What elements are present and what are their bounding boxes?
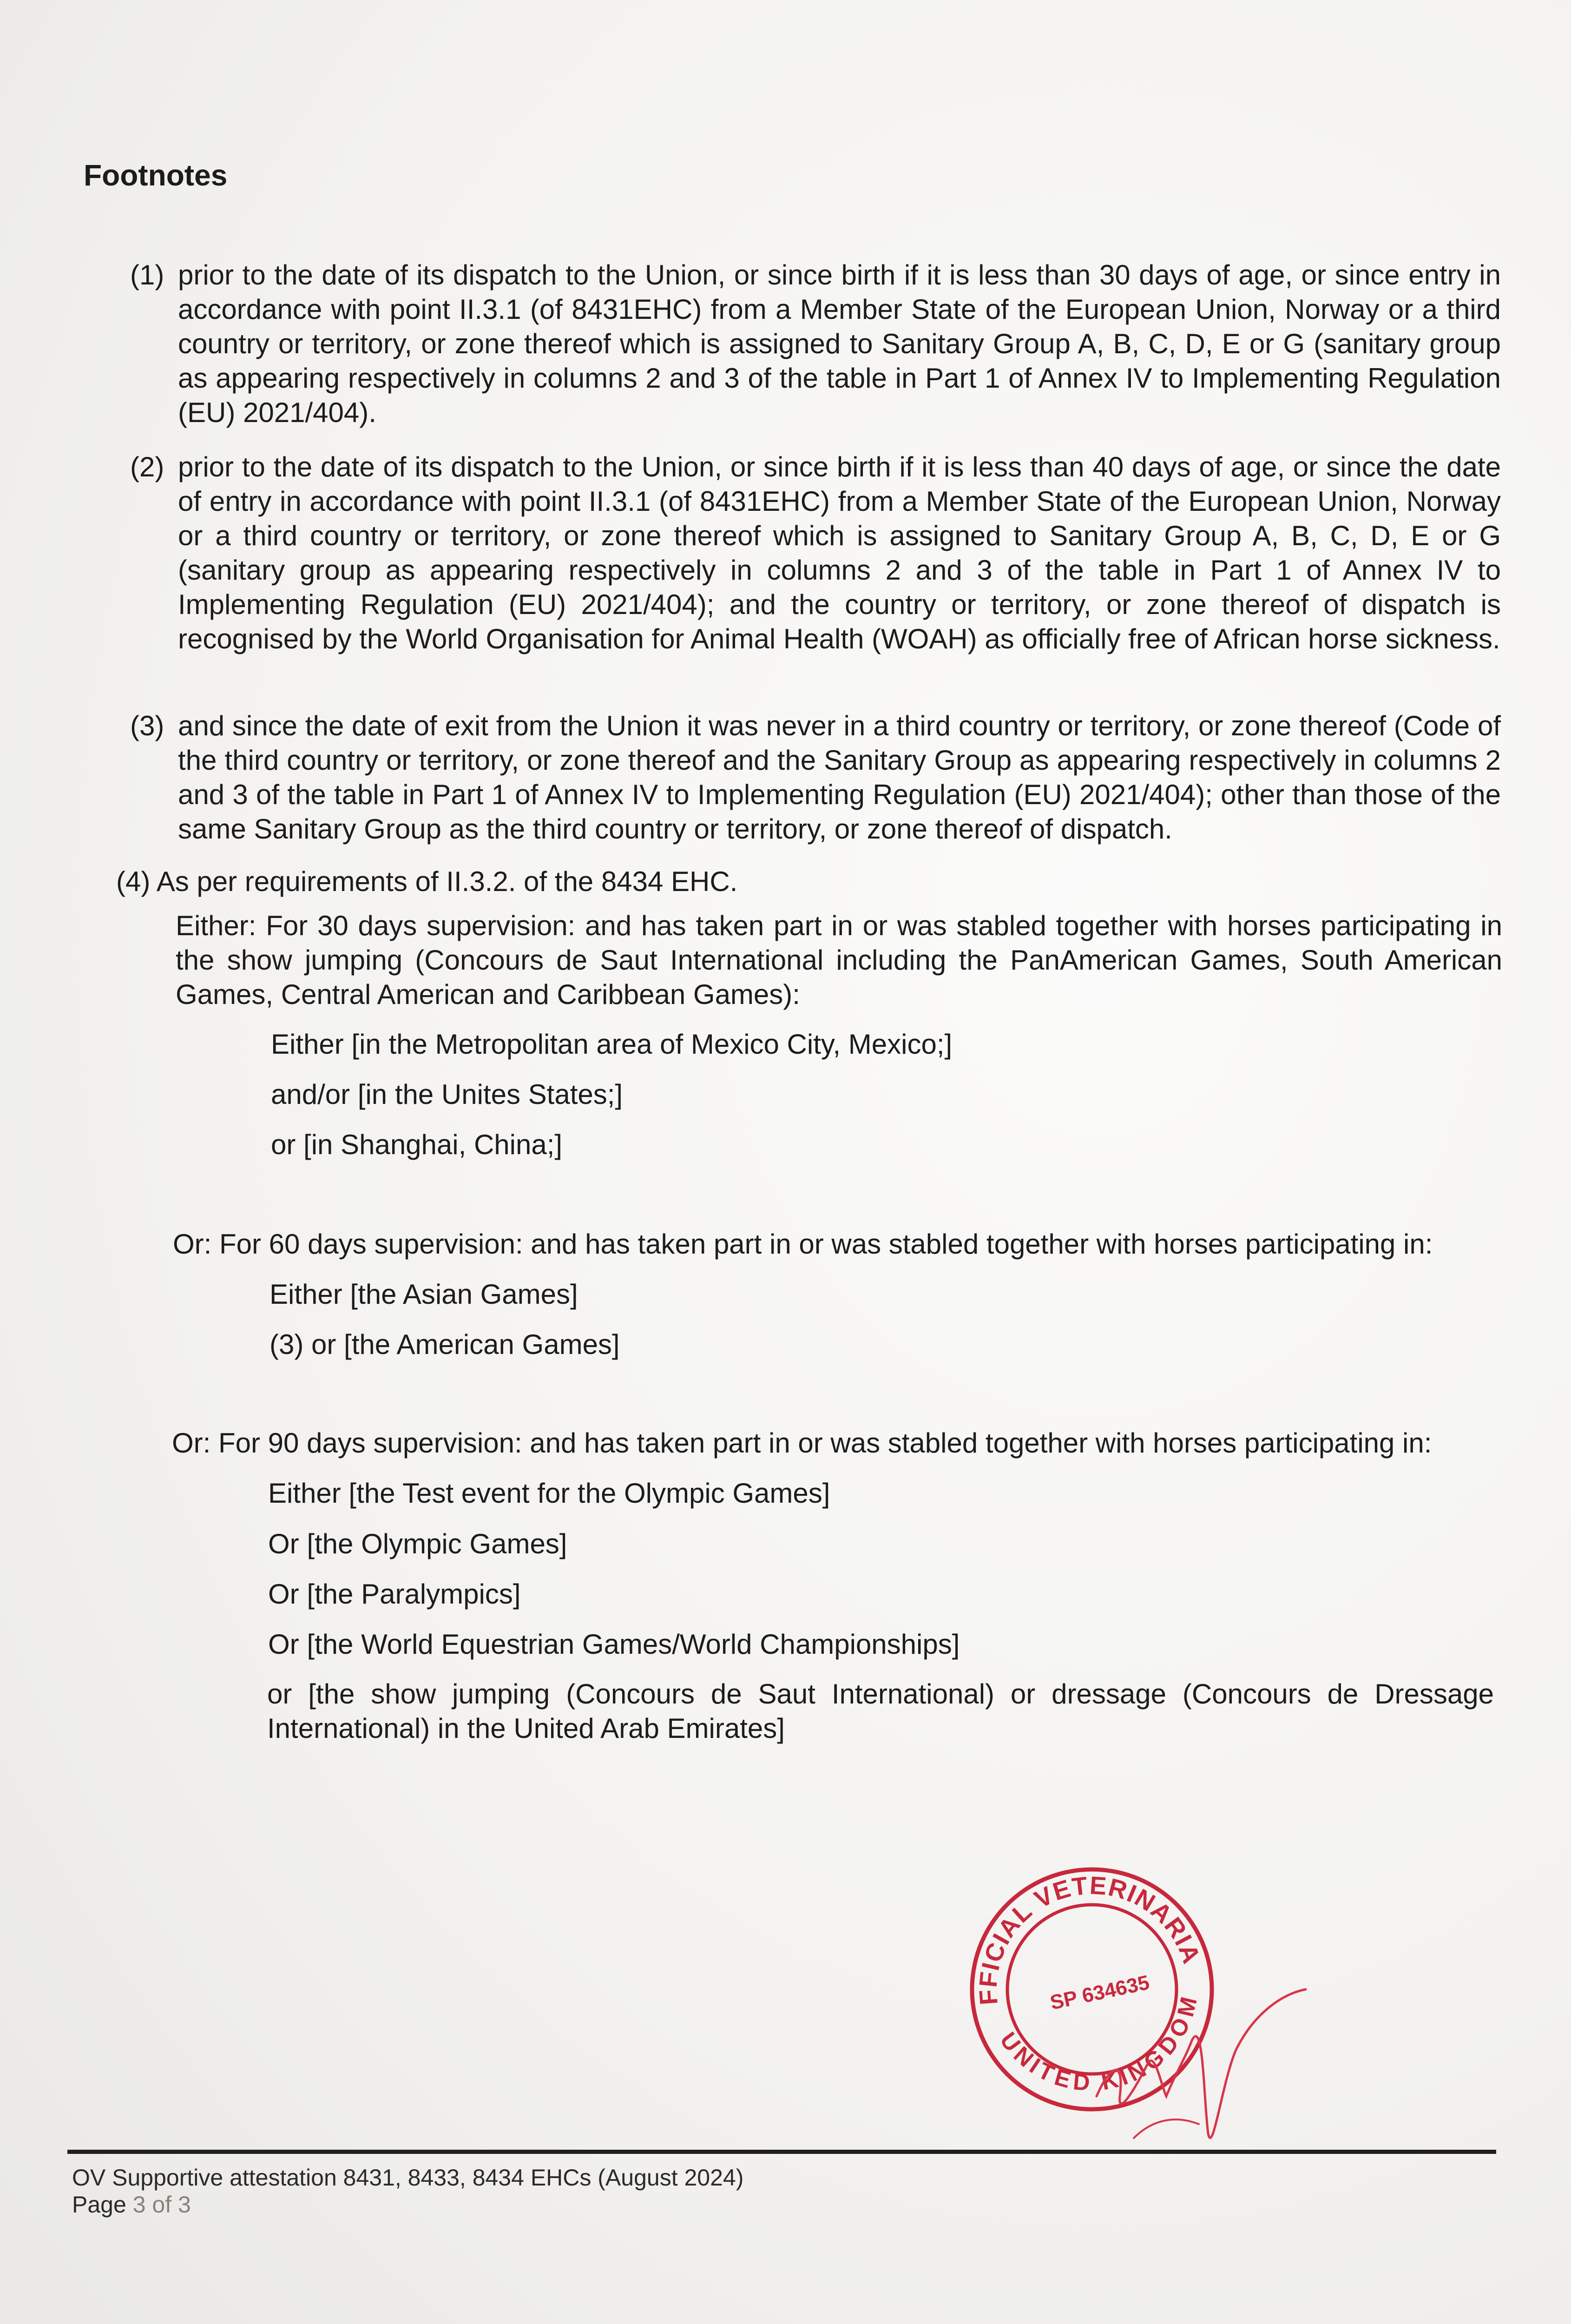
page-total: 3 [178, 2192, 191, 2218]
footer-document-title: OV Supportive attestation 8431, 8433, 8434 EHCs (August 2024) [72, 2165, 744, 2191]
list-item: Either [in the Metropolitan area of Mexico City, Mexico;] [271, 1029, 953, 1060]
stamp-bottom-text: UNITED KINGDOM [995, 1993, 1203, 2096]
footer-page-number [72, 2191, 191, 2218]
footnote-1 [130, 258, 1501, 430]
list-item: (3) or [the American Games] [270, 1329, 620, 1360]
footnote-2 [130, 450, 1501, 656]
or-60-days-paragraph: Or: For 60 days supervision: and has taken part in or was stabled together with horses participating in: [173, 1228, 1433, 1260]
list-item: or [the show jumping (Concours de Saut International) or dressage (Concours de Dressage International) in the United Arab Emirates] [267, 1678, 1494, 1744]
stamp-code: SP 634635 [1048, 1971, 1152, 2014]
or-90-days-paragraph: Or: For 90 days supervision: and has taken part in or was stabled together with horses participating in: [172, 1427, 1432, 1459]
footer-rule [67, 2150, 1496, 2154]
footnote-number: (1) [130, 259, 164, 290]
footnote-text: prior to the date of its dispatch to the Union, or since birth if it is less than 30 days of age, or since entry in accordance with point II.3.1 (of 8431EHC) from a Member State of the European Union, Norway or a third country or territory, or zone thereof which is assigned to Sanitary Group A, B, C, D, E or G (sanitary group as appearing respectively in columns 2 and 3 of the table in Part 1 of Annex IV to Implementing Regulation (EU) 2021/404). [178, 259, 1501, 428]
page-current: 3 [132, 2192, 146, 2218]
footnote-3 [130, 709, 1501, 846]
signature [1069, 1943, 1320, 2185]
page-of: of [152, 2192, 172, 2218]
page-label: Page [72, 2192, 126, 2218]
list-item: and/or [in the Unites States;] [271, 1079, 623, 1110]
signature-underline [1134, 2119, 1199, 2138]
footnote-text: prior to the date of its dispatch to the Union, or since birth if it is less than 40 days of age, or since the date of entry in accordance with point II.3.1 (of 8431EHC) from a Member State of the European Union, Norway or a third country or territory, or zone thereof which is assigned to Sanitary Group A, B, C, D, E or G (sanitary group as appearing respectively in columns 2 and 3 of the table in Part 1 of Annex IV to Implementing Regulation (EU) 2021/404); and the country or territory, or zone thereof of dispatch is recognised by the World Organisation for Animal Health (WOAH) as officially free of African horse sickness. [178, 451, 1501, 654]
list-item: Or [the World Equestrian Games/World Championships] [268, 1629, 960, 1660]
footnote-number: (3) [130, 710, 164, 741]
list-item: or [in Shanghai, China;] [271, 1129, 563, 1160]
footnote-text: and since the date of exit from the Union it was never in a third country or territory, or zone thereof (Code of the third country or territory, or zone thereof and the Sanitary Group as appearing respectively in columns 2 and 3 of the table in Part 1 of Annex IV to Implementing Regulation (EU) 2021/404); other than those of the same Sanitary Group as the third country or territory, or zone thereof of dispatch. [178, 710, 1501, 845]
signature-stroke [1097, 1989, 1306, 2138]
list-item: Or [the Paralympics] [268, 1578, 521, 1610]
footnotes-heading: Footnotes [84, 158, 228, 192]
either-30-days-paragraph: Either: For 30 days supervision: and has taken part in or was stabled together with horses participating in the show jumping (Concours de Saut International including the PanAmerican Games, South American Games, Central American and Caribbean Games): [176, 910, 1502, 1010]
stamp-top-text: OFFICIAL VETERINARIAN [974, 1871, 1206, 2006]
list-item: Or [the Olympic Games] [268, 1528, 567, 1559]
footnote-number: (2) [130, 451, 164, 482]
list-item: Either [the Test event for the Olympic Games] [268, 1478, 830, 1509]
list-item: Either [the Asian Games] [270, 1279, 578, 1310]
footnote-4-heading: (4) As per requirements of II.3.2. of the 8434 EHC. [116, 866, 738, 897]
